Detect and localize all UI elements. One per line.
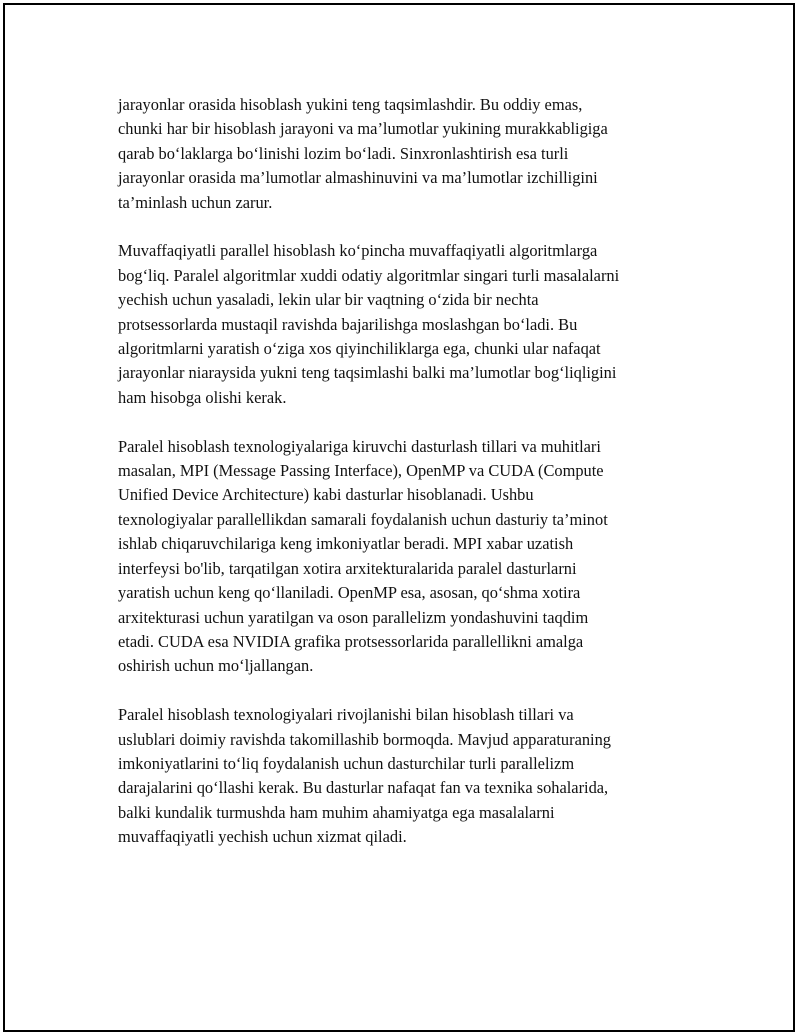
document-body [118,93,698,874]
paragraph-3: Paralel hisoblash texnologiyalariga kiruvchi dasturlash tillari va muhitlari masalan, MPI (Message Passing Interface), OpenMP va CUDA (Compute Unified Device Architecture) kabi dasturlar hisoblanadi. Ushbu texnologiyalar parallellikdan samarali foydalanish uchun dasturiy ta’minot ishlab chiqaruvchilariga keng imkoniyatlar beradi. MPI xabar uzatish interfeysi bo'lib, tarqatilgan xotira arxitekturalarida paralel dasturlarni yaratish uchun keng qo‘llaniladi. OpenMP esa, asosan, qo‘shma xotira arxitekturasi uchun yaratilgan va oson parallelizm yondashuvini taqdim etadi. CUDA esa NVIDIA grafika protsessorlarida parallellikni amalga oshirish uchun mo‘ljallangan. [118,436,608,676]
paragraph-1: jarayonlar orasida hisoblash yukini teng taqsimlashdir. Bu oddiy emas, chunki har bir hisoblash jarayoni va ma’lumotlar yukining murakkabligiga qarab bo‘laklarga bo‘linishi lozim bo‘ladi. Sinxronlashtirish esa turli jarayonlar orasida ma’lumotlar almashinuvini va ma’lumotlar izchilligini ta’minlash uchun zarur. [118,95,608,212]
paragraph-2: Muvaffaqiyatli parallel hisoblash ko‘pincha muvaffaqiyatli algoritmlarga bog‘liq. Paralel algoritmlar xuddi odatiy algoritmlar singari turli masalalarni yechish uchun yasaladi, lekin ular bir vaqtning o‘zida bir nechta protsessorlarda mustaqil ravishda bajarilishga moslashgan bo‘ladi. Bu algoritmlarni yaratish o‘ziga xos qiyinchiliklarga ega, chunki ular nafaqat jarayonlar niaraysida yukni teng taqsimlashi balki ma’lumotlar bog‘liqligini ham hisobga olishi kerak. [118,241,620,407]
paragraph-4: Paralel hisoblash texnologiyalari rivojlanishi bilan hisoblash tillari va uslublari doimiy ravishda takomillashib bormoqda. Mavjud apparaturaning imkoniyatlarini to‘liq foydalanish uchun dasturchilar turli parallelizm darajalarini qo‘llashi kerak. Bu dasturlar nafaqat fan va texnika sohalarida, balki kundalik turmushda ham muhim ahamiyatga ega masalalarni muvaffaqiyatli yechish uchun xizmat qiladi. [118,705,611,847]
